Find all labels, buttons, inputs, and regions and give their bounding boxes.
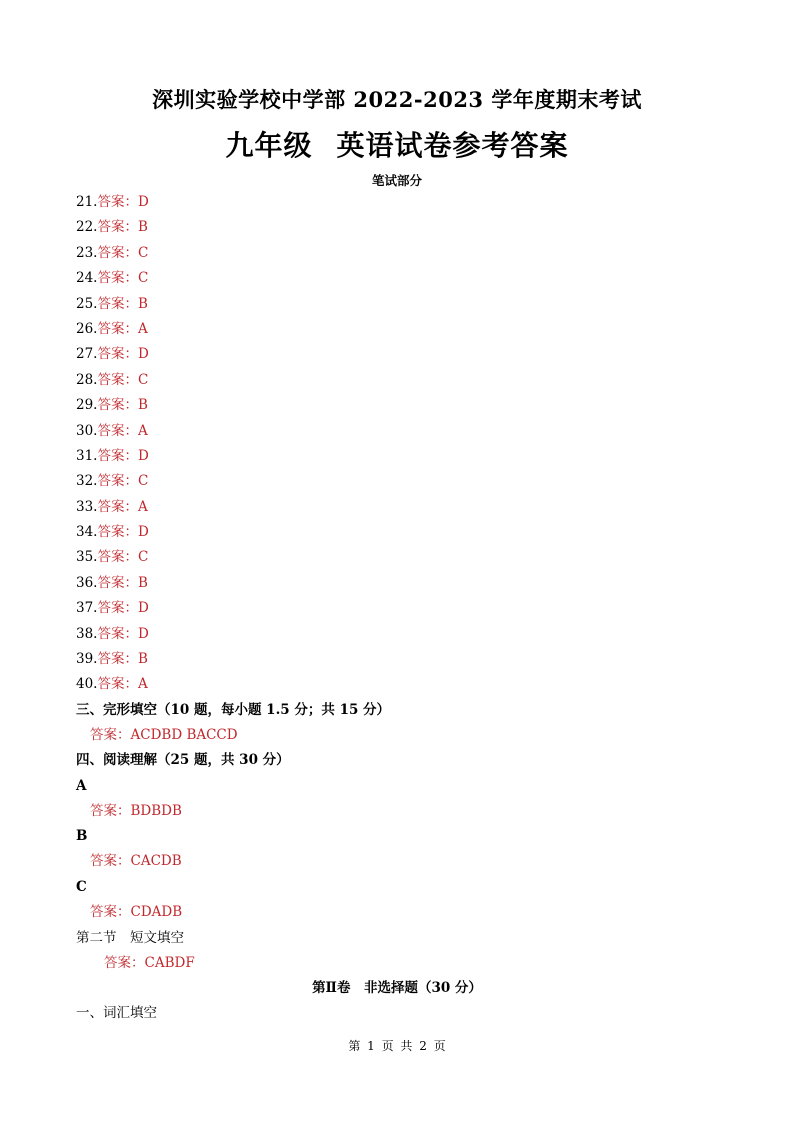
answer-choice: D	[137, 625, 149, 642]
answer-label: 答案：	[97, 676, 138, 693]
question-number: 21.	[76, 194, 98, 210]
question-number: 24.	[76, 270, 98, 287]
question-number: 34.	[76, 524, 98, 541]
answer-label: 答案：	[97, 346, 138, 363]
answer-label: 答案：	[97, 549, 138, 566]
question-number: 35.	[76, 549, 98, 566]
answer-label: 答案：	[97, 473, 138, 490]
question-number: 36.	[76, 574, 98, 591]
section3-answer: 答案：ACDBD BACCD	[90, 727, 238, 743]
answer-label: 答案：	[97, 447, 138, 464]
answer-row	[76, 320, 476, 345]
part-a-label: A	[76, 778, 87, 794]
question-number: 32.	[76, 473, 98, 490]
answer-choice: A	[137, 676, 148, 693]
question-number: 26.	[76, 320, 98, 337]
question-number: 39.	[76, 651, 98, 668]
answer-label: 答案：	[97, 397, 138, 414]
answer-row	[76, 396, 476, 421]
answer-choice: C	[137, 270, 149, 287]
question-number: 38.	[76, 625, 98, 642]
answer-label: 答案：	[97, 194, 138, 210]
answer-choice: C	[137, 473, 149, 490]
question-number: 31.	[76, 447, 98, 464]
part-b-label: B	[76, 828, 88, 844]
answer-label: 答案：	[97, 498, 138, 515]
answer-choice: B	[137, 651, 148, 668]
section-subtitle: 笔试部分	[371, 173, 422, 188]
exam-title: 深圳实验学校中学部 2022-2023 学年度期末考试	[152, 87, 642, 112]
question-number: 27.	[76, 346, 98, 363]
answer-choice: C	[137, 549, 149, 566]
question-number: 33.	[76, 498, 98, 515]
answer-choice: D	[137, 524, 149, 541]
section4-heading: 四、阅读理解（25 题，共 30 分）	[76, 752, 290, 768]
answer-row	[76, 574, 476, 599]
part-c-answer: 答案：CDADB	[90, 904, 183, 920]
part-c-label: C	[76, 879, 87, 895]
answer-row	[76, 650, 476, 675]
grade-label: 九年级	[225, 129, 313, 162]
answer-label: 答案：	[97, 574, 138, 591]
question-number: 23.	[76, 244, 98, 261]
page-footer: 第 1 页 共 2 页	[348, 1039, 446, 1053]
answer-label: 答案：	[97, 244, 138, 261]
answer-row	[76, 675, 476, 700]
answer-choice: B	[137, 219, 148, 236]
multiple-choice-answers	[76, 193, 476, 701]
answer-row	[76, 295, 476, 320]
paper-name: 英语试卷参考答案	[336, 129, 569, 162]
answer-row	[76, 548, 476, 573]
answer-choice: D	[137, 600, 149, 617]
answer-row	[76, 345, 476, 370]
question-number: 37.	[76, 600, 98, 617]
paper-title	[0, 124, 794, 164]
vocab-section-heading: 一、词汇填空	[76, 1005, 157, 1021]
answer-choice: A	[137, 422, 148, 439]
section4-part2-answer: 答案：CABDF	[104, 955, 195, 971]
answer-label: 答案：	[97, 371, 138, 388]
answer-choice: D	[137, 346, 149, 363]
answer-label: 答案：	[97, 270, 138, 287]
answer-label: 答案：	[97, 524, 138, 541]
answer-row	[76, 472, 476, 497]
answer-choice: D	[137, 447, 149, 464]
answer-row	[76, 218, 476, 243]
question-number: 29.	[76, 397, 98, 414]
answer-label: 答案：	[97, 295, 138, 312]
question-number: 30.	[76, 422, 98, 439]
answer-row	[76, 625, 476, 650]
question-number: 25.	[76, 295, 98, 312]
answer-label: 答案：	[97, 625, 138, 642]
answer-choice: B	[137, 574, 148, 591]
answer-row	[76, 447, 476, 472]
answer-choice: B	[137, 295, 148, 312]
answer-row	[76, 523, 476, 548]
answer-label: 答案：	[97, 320, 138, 337]
answer-row	[76, 599, 476, 624]
answer-label: 答案：	[97, 651, 138, 668]
answer-label: 答案：	[97, 422, 138, 439]
section4-part2-heading: 第二节 短文填空	[76, 930, 184, 946]
answer-choice: A	[137, 320, 148, 337]
question-number: 40.	[76, 676, 98, 693]
answer-choice: D	[137, 194, 149, 210]
question-number: 22.	[76, 219, 98, 236]
answer-row	[76, 422, 476, 447]
answer-row	[76, 244, 476, 269]
answer-row	[76, 193, 476, 218]
volume2-heading: 第Ⅱ卷 非选择题（30 分）	[312, 980, 482, 996]
question-number: 28.	[76, 371, 98, 388]
answer-label: 答案：	[97, 600, 138, 617]
answer-choice: A	[137, 498, 148, 515]
answer-row	[76, 371, 476, 396]
answer-label: 答案：	[97, 219, 138, 236]
answer-row	[76, 498, 476, 523]
answer-row	[76, 269, 476, 294]
part-a-answer: 答案：BDBDB	[90, 803, 182, 819]
answer-choice: C	[137, 371, 149, 388]
part-b-answer: 答案：CACDB	[90, 853, 182, 869]
section3-heading: 三、完形填空（10 题，每小题 1.5 分；共 15 分）	[76, 702, 391, 718]
answer-choice: B	[137, 397, 148, 414]
answer-choice: C	[137, 244, 149, 261]
